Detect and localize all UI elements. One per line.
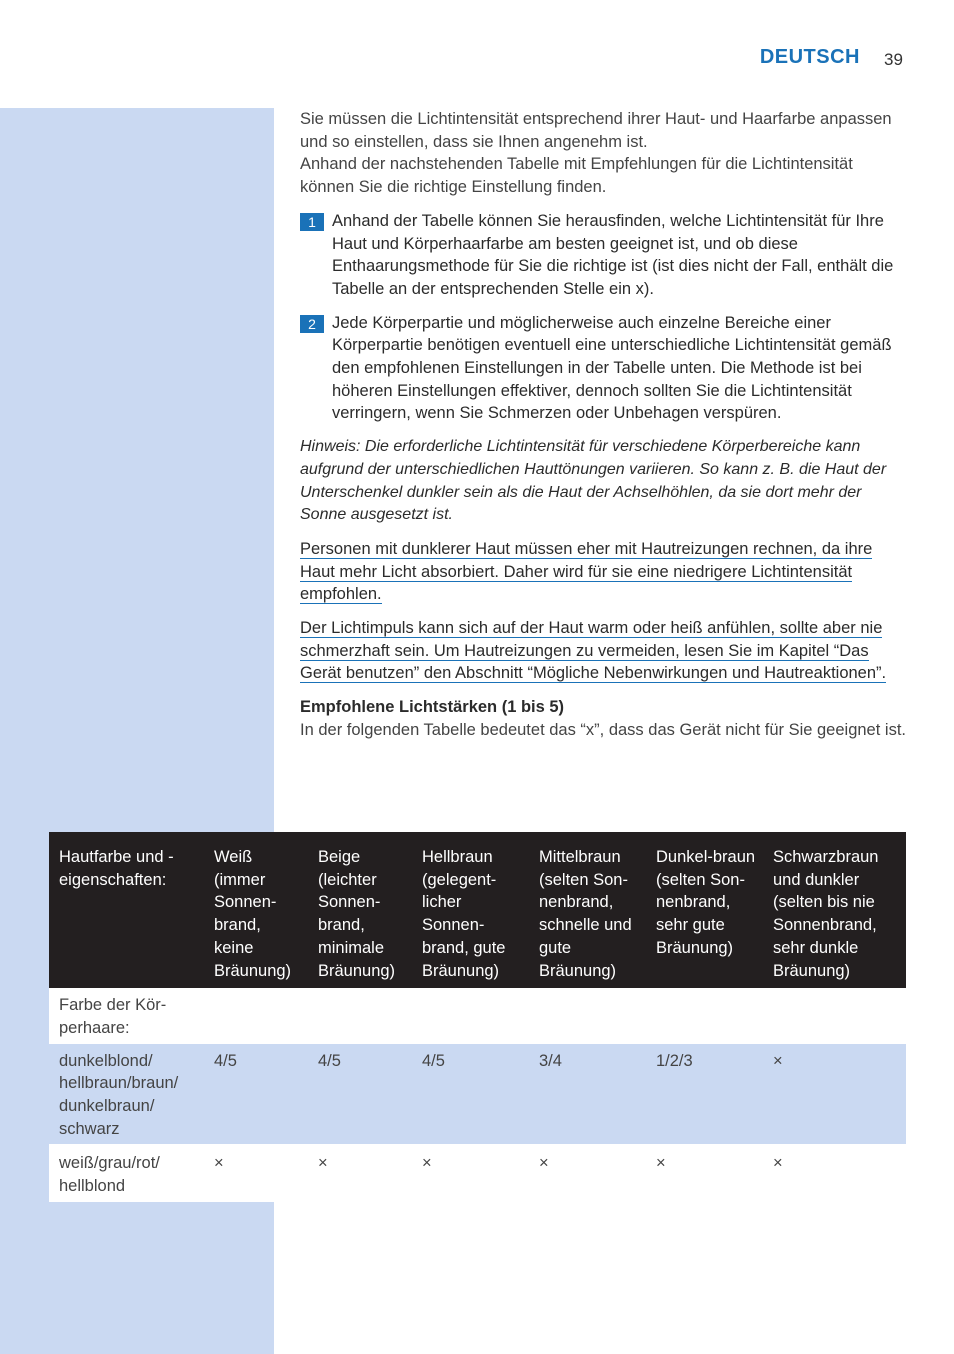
table-cell: × [646,1144,763,1201]
step-number: 1 [300,213,324,231]
table-cell: Farbe der Kör-perhaare: [49,988,204,1043]
step-1 [300,210,908,301]
light-intensity-table [49,832,906,1202]
table-cell: 4/5 [412,1044,529,1145]
table-row [49,1044,906,1145]
warning-pain [300,617,908,685]
table-header-cell: Hautfarbe und -eigenschaften: [49,832,204,988]
warning-dark-skin [300,538,908,606]
section-heading: Empfohlene Lichtstärken (1 bis 5) [300,698,565,717]
step-text: Jede Körperpartie und möglicherweise auch einzelne Bereiche einer Körperpartie benötigen eventuell eine unterschiedliche Lichtintensität gemäß den empfohlenen Einstellungen in der Tabelle unten. Die Methode ist bei höheren Einstellungen effektiver, dennoch sollten Sie die Lichtintensität verringern, wenn Sie Schmerzen oder Unbehagen verspüren. [332,313,892,423]
table-cell: 4/5 [204,1044,308,1145]
step-text: Anhand der Tabelle können Sie herausfinden, welche Lichtintensität für Ihre Haut und Körperhaarfarbe am besten geeignet ist, und ob diese Enthaarungsmethode für Sie die richtige ist (ist dies nicht der Fall, enthält die Tabelle an der entsprechenden Stelle ein x). [332,211,894,298]
page-number: 39 [884,50,903,69]
intro-line-2: Anhand der nachstehenden Tabelle mit Empfehlungen für die Lichtintensität können Sie die richtige Einstellung finden. [300,155,853,197]
table-cell: × [763,1144,906,1201]
intro-line-1: Sie müssen die Lichtintensität entsprechend ihrer Haut- und Haarfarbe anpassen und so einstellen, dass sie Ihnen angenehm ist. [300,110,892,151]
table-cell: 3/4 [529,1044,646,1145]
language-label: DEUTSCH [759,46,860,68]
step-number: 2 [300,315,324,333]
table-header-cell: Mittelbraun (selten Son-nenbrand, schnelle und gute Bräunung) [529,832,646,988]
section-subtext: In der folgenden Tabelle bedeutet das “x”, dass das Gerät nicht für Sie geeignet ist. [300,720,906,739]
table-cell: × [204,1144,308,1201]
table-header-cell: Beige (leichter Sonnen-brand, minimale Bräunung) [308,832,412,988]
table-header-cell: Dunkel-braun (selten Son-nenbrand, sehr gute Bräunung) [646,832,763,988]
table-cell: × [763,1044,906,1145]
table-header-row [49,832,906,988]
table-cell: × [529,1144,646,1201]
table-cell: 4/5 [308,1044,412,1145]
note: Hinweis: Die erforderliche Lichtintensität für verschiedene Körperbereiche kann aufgrund der unterschiedlichen Hauttönungen variieren. So kann z. B. die Haut der Unterschenkel dunkler sein als die Haut der Achselhöhlen, da sie dort mehr der Sonne ausgesetzt ist. [300,438,887,524]
table-row-hair-label [49,988,906,1043]
step-2 [300,312,908,426]
table-row [49,1144,906,1201]
table-cell: × [308,1144,412,1201]
content [300,108,908,742]
table-header-cell: Weiß (immer Sonnen-brand, keine Bräunung) [204,832,308,988]
intro [300,108,908,199]
table-header-cell: Schwarzbraun und dunkler (selten bis nie Sonnenbrand, sehr dunkle Bräunung) [763,832,906,988]
warning-dark-skin-text: Personen mit dunklerer Haut müssen eher mit Hautreizungen rechnen, da ihre Haut mehr Licht absorbiert. Daher wird für sie eine niedrigere Lichtintensität empfohlen. [300,539,873,604]
table-cell: 1/2/3 [646,1044,763,1145]
warning-pain-text: Der Lichtimpuls kann sich auf der Haut warm oder heiß anfühlen, sollte aber nie schmerzhaft sein. Um Hautreizungen zu vermeiden, lesen Sie im Kapitel “Das Gerät benutzen” den Abschnitt “Mögliche Nebenwirkungen und Hautreaktionen”. [300,619,887,683]
table-cell: weiß/grau/rot/ hellblond [49,1144,204,1201]
table-cell: dunkelblond/ hellbraun/braun/ dunkelbraun/ schwarz [49,1044,204,1145]
table-cell: × [412,1144,529,1201]
table-header-cell: Hellbraun (gelegent-licher Sonnen-brand, gute Bräunung) [412,832,529,988]
